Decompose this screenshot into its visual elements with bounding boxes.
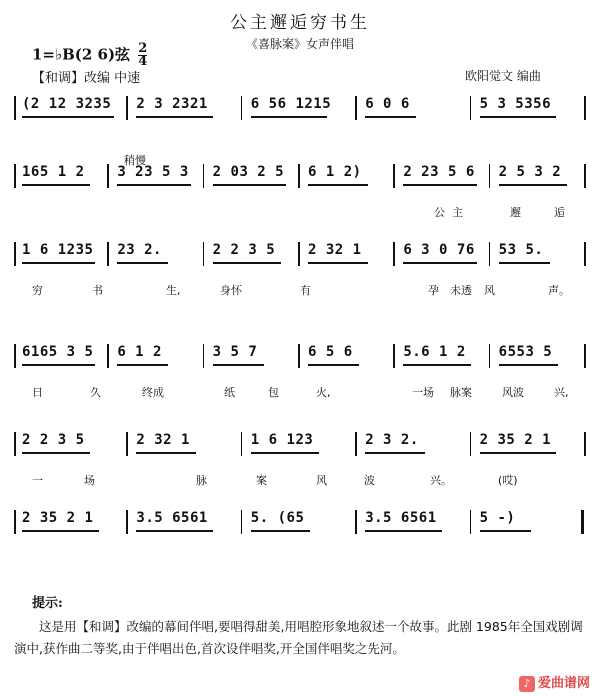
lyric-syllable: 公 <box>434 206 445 219</box>
barline <box>489 242 491 266</box>
beam-underline <box>22 452 90 454</box>
lyric-syllable: 包 <box>268 386 279 399</box>
measure: 2 3 2. <box>365 432 419 448</box>
lyrics-line <box>14 384 586 402</box>
barline <box>241 432 243 456</box>
barline <box>355 432 357 456</box>
measure: 6 56 1215 <box>250 96 332 112</box>
lyric-syllable: 声。 <box>548 284 570 297</box>
time-signature <box>138 43 147 68</box>
lyrics-line <box>14 282 586 300</box>
barline <box>581 510 584 534</box>
barline <box>203 164 205 188</box>
barline <box>584 432 586 456</box>
melody-line <box>14 238 586 280</box>
lyric-syllable: 火, <box>316 386 331 399</box>
composer-credit: 欧阳觉文 编曲 <box>465 69 541 83</box>
beam-underline <box>22 116 114 118</box>
barline <box>107 164 109 188</box>
tips-heading: 提示: <box>32 596 63 611</box>
beam-underline <box>213 364 264 366</box>
meter-bottom: 4 <box>138 54 148 69</box>
lyric-syllable: 风波 <box>502 386 524 399</box>
lyric-syllable: 穷 <box>32 284 43 297</box>
measure: 2 2 3 5 <box>22 432 85 448</box>
measure: 2 2 3 5 <box>212 242 276 258</box>
barline <box>393 164 395 188</box>
measure: 1 6 123 <box>250 432 314 448</box>
measure: 165 1 2 <box>22 164 85 180</box>
beam-underline <box>308 184 368 186</box>
lyric-syllable: 书 <box>92 284 103 297</box>
barline <box>470 96 472 120</box>
measure: 6165 3 5 <box>22 344 94 360</box>
lyrics-line <box>14 204 586 222</box>
lyric-syllable: 脉 <box>196 474 207 487</box>
measure: 2 32 1 <box>136 432 190 448</box>
measure: 6 1 2) <box>308 164 362 180</box>
watermark-text: 爱曲谱网 <box>537 676 590 691</box>
measure: 5. (65 <box>250 510 305 526</box>
barline <box>298 164 300 188</box>
beam-underline <box>251 116 328 118</box>
measure: 2 3 2321 <box>136 96 208 112</box>
measure: 6 5 6 <box>308 344 353 360</box>
beam-underline <box>22 184 90 186</box>
barline <box>470 510 472 534</box>
lyric-syllable: 主 <box>452 206 463 219</box>
barline <box>241 96 243 120</box>
barline <box>107 242 109 266</box>
beam-underline <box>136 116 213 118</box>
measure: 6 1 2 <box>117 344 162 360</box>
lyric-syllable: 有 <box>300 284 311 297</box>
lyric-syllable: 脉案 <box>450 386 472 399</box>
song-subtitle: 《喜脉案》女声伴唱 <box>245 37 354 51</box>
lyric-syllable: 逅 <box>554 206 565 219</box>
beam-underline <box>117 262 168 264</box>
lyric-syllable: 波 <box>364 474 375 487</box>
lyrics-line <box>14 472 586 490</box>
beam-underline <box>213 184 286 186</box>
lyric-syllable: 一场 <box>412 386 434 399</box>
lyric-syllable: 纸 <box>224 386 235 399</box>
watermark-logo <box>519 672 590 692</box>
measure: 5 -) <box>479 510 516 526</box>
beam-underline <box>499 262 550 264</box>
tips-text: 这是用【和调】改编的幕间伴唱,要唱得甜美,用唱腔形象地叙述一个故事。此剧 1985年全国戏剧调演中,获作曲二等奖,由于伴唱出色,首次设伴唱奖,开全国伴唱奖之先河。 <box>14 619 583 656</box>
beam-underline <box>480 452 557 454</box>
measure: 2 32 1 <box>308 242 362 258</box>
barline <box>14 432 16 456</box>
beam-underline <box>365 530 442 532</box>
barline <box>355 510 357 534</box>
beam-underline <box>403 364 471 366</box>
beam-underline <box>22 364 95 366</box>
measure: 2 23 5 6 <box>403 164 475 180</box>
lyric-syllable: 风 <box>484 284 495 297</box>
barline <box>14 242 16 266</box>
measure: 6 3 0 76 <box>403 242 475 258</box>
measure: 2 03 2 5 <box>212 164 285 180</box>
lyric-syllable: 邂 <box>510 206 521 219</box>
measure: 3 23 5 3 <box>117 164 189 180</box>
beam-underline <box>499 184 567 186</box>
beam-underline <box>480 116 557 118</box>
beam-underline <box>117 364 168 366</box>
barline <box>470 432 472 456</box>
music-note-icon: ♪ <box>519 676 535 692</box>
barline <box>298 242 300 266</box>
beam-underline <box>22 262 95 264</box>
melody-line <box>14 340 586 382</box>
measure: 23 2. <box>117 242 162 258</box>
song-title: 公主邂逅穷书生 <box>230 13 370 33</box>
barline <box>14 96 16 120</box>
beam-underline <box>251 452 319 454</box>
beam-underline <box>251 530 311 532</box>
beam-underline <box>403 262 476 264</box>
lyric-syllable: 兴, <box>554 386 569 399</box>
barline <box>584 242 586 266</box>
beam-underline <box>136 530 213 532</box>
lyric-syllable: 终成 <box>142 386 164 399</box>
measure: 53 5. <box>498 242 544 258</box>
measure: 2 35 2 1 <box>479 432 552 448</box>
beam-underline <box>480 530 531 532</box>
melody-line <box>14 92 586 134</box>
key-signature <box>32 43 147 68</box>
barline <box>489 344 491 368</box>
barline <box>14 510 16 534</box>
lyric-syllable: 风 <box>316 474 327 487</box>
measure: 3.5 6561 <box>365 510 437 526</box>
barline <box>126 96 128 120</box>
barline <box>393 242 395 266</box>
beam-underline <box>365 452 425 454</box>
measure: 1 6 1235 <box>22 242 94 258</box>
beam-underline <box>308 262 368 264</box>
barline <box>298 344 300 368</box>
barline <box>203 242 205 266</box>
melody-line <box>14 160 586 202</box>
barline <box>14 164 16 188</box>
measure: 3.5 6561 <box>136 510 208 526</box>
barline <box>241 510 243 534</box>
melody-line <box>14 506 586 548</box>
beam-underline <box>403 184 476 186</box>
barline <box>14 344 16 368</box>
beam-underline <box>136 452 196 454</box>
lyric-syllable: (哎) <box>498 474 518 487</box>
measure: 5 3 5356 <box>479 96 552 112</box>
barline <box>126 510 128 534</box>
measure: 2 35 2 1 <box>22 510 94 526</box>
measure: 6553 5 <box>498 344 553 360</box>
barline <box>584 344 586 368</box>
barline <box>584 164 586 188</box>
barline <box>489 164 491 188</box>
beam-underline <box>117 184 190 186</box>
beam-underline <box>213 262 281 264</box>
measure: 3 5 7 <box>212 344 258 360</box>
meter-top: 2 <box>138 41 148 56</box>
measure: 2 5 3 2 <box>498 164 562 180</box>
barline <box>126 432 128 456</box>
slow-annotation: 稍慢 <box>124 154 146 167</box>
beam-underline <box>365 116 416 118</box>
barline <box>203 344 205 368</box>
lyric-syllable: 场 <box>84 474 95 487</box>
lyric-syllable: 日 <box>32 386 43 399</box>
key-text: 1=♭B(2 6)弦 <box>32 45 131 64</box>
lyric-syllable: 案 <box>256 474 267 487</box>
beam-underline <box>22 530 99 532</box>
lyric-syllable: 孕 <box>428 284 439 297</box>
measure: 5.6 1 2 <box>403 344 466 360</box>
tempo-marking: 【和调】改编 中速 <box>32 71 141 86</box>
barline <box>355 96 357 120</box>
lyric-syllable: 身怀 <box>220 284 242 297</box>
beam-underline <box>499 364 559 366</box>
beam-underline <box>308 364 359 366</box>
barline <box>393 344 395 368</box>
lyric-syllable: 久 <box>90 386 101 399</box>
lyric-syllable: 生, <box>166 284 181 297</box>
lyric-syllable: 未透 <box>450 284 472 297</box>
melody-line <box>14 428 586 470</box>
barline <box>584 96 586 120</box>
measure: (2 12 3235 <box>22 96 112 112</box>
measure: 6 0 6 <box>365 96 410 112</box>
barline <box>107 344 109 368</box>
lyric-syllable: 兴。 <box>430 474 452 487</box>
lyric-syllable: 一 <box>32 474 43 487</box>
